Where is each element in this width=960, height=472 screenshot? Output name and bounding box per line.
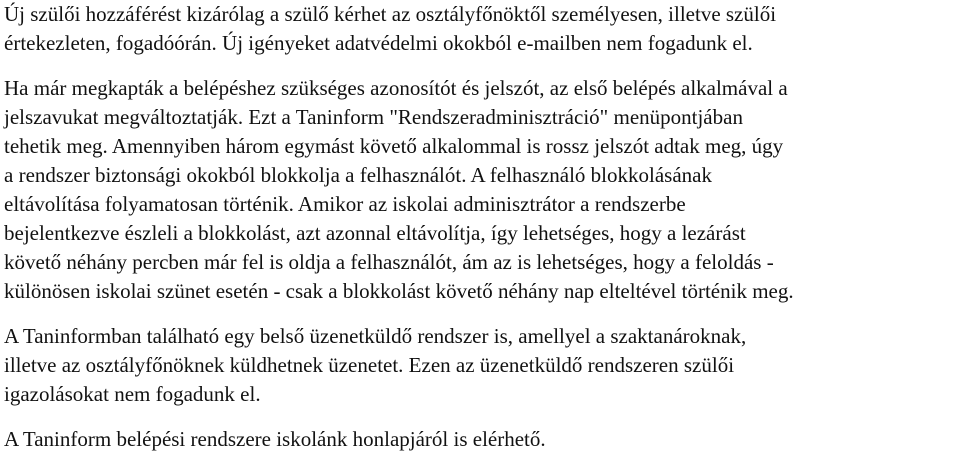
text-line: jelszavukat megváltoztatják. Ezt a Taninform "Rendszeradminisztráció" menüpontjában: [4, 105, 743, 129]
text-line: Ha már megkapták a belépéshez szükséges azonosítót és jelszót, az első belépés alkalmával a: [4, 76, 788, 100]
paragraph-login-link: [4, 425, 956, 454]
paragraph-messaging: [4, 322, 956, 409]
text-line: a rendszer biztonsági okokból blokkolja a felhasználót. A felhasználó blokkolásának: [4, 163, 712, 187]
paragraph-login-password: [4, 74, 956, 306]
text-line: illetve az osztályfőnöknek küldhetnek üzenetet. Ezen az üzenetküldő rendszeren szülői: [4, 353, 735, 377]
text-line: értekezleten, fogadóórán. Új igényeket adatvédelmi okokból e-mailben nem fogadunk el.: [4, 31, 753, 55]
text-line: tehetik meg. Amennyiben három egymást követő alkalommal is rossz jelszót adtak meg, úgy: [4, 134, 784, 158]
text-line: Új szülői hozzáférést kizárólag a szülő kérhet az osztályfőnöktől személyesen, illetve szülői: [4, 2, 777, 26]
text-line: A Taninform belépési rendszere iskolánk honlapjáról is elérhető.: [4, 427, 546, 451]
text-line: bejelentkezve észleli a blokkolást, azt azonnal eltávolítja, így lehetséges, hogy a lezárást: [4, 221, 746, 245]
paragraph-gap: [4, 306, 956, 322]
text-line: eltávolítása folyamatosan történik. Amikor az iskolai adminisztrátor a rendszerbe: [4, 192, 686, 216]
text-line: A Taninformban található egy belső üzenetküldő rendszer is, amellyel a szaktanároknak,: [4, 324, 747, 348]
text-line: különösen iskolai szünet esetén - csak a blokkolást követő néhány nap elteltével történik meg.: [4, 279, 794, 303]
paragraph-gap: [4, 58, 956, 74]
paragraph-gap: [4, 409, 956, 425]
paragraph-access-request: [4, 0, 956, 58]
document-body: [4, 0, 956, 454]
text-line: követő néhány percben már fel is oldja a felhasználót, ám az is lehetséges, hogy a feloldás -: [4, 250, 774, 274]
text-line: igazolásokat nem fogadunk el.: [4, 382, 261, 406]
